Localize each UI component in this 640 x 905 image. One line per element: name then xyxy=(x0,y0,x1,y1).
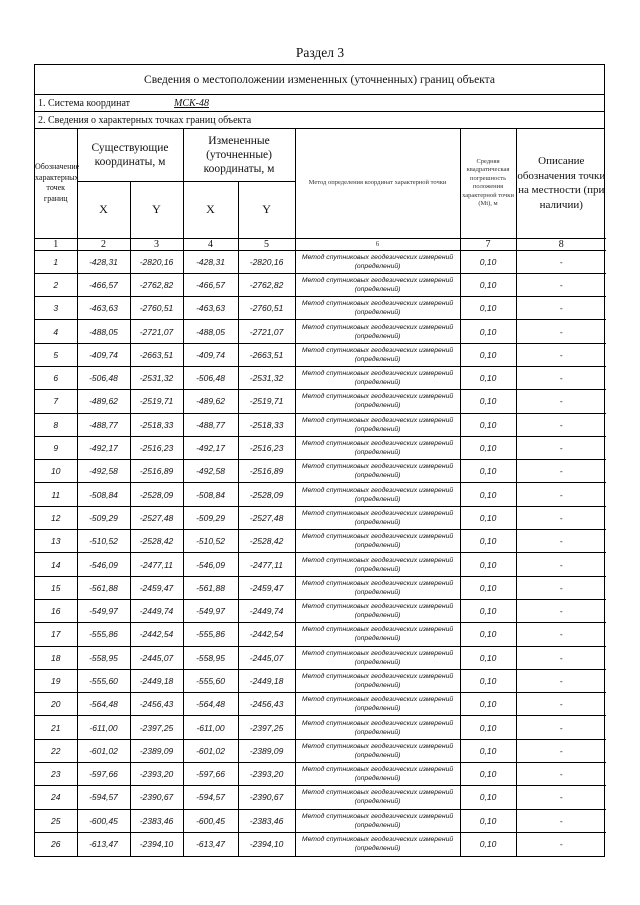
existing-x-cell: -492,58 xyxy=(77,460,130,483)
existing-x-cell: -555,60 xyxy=(77,669,130,692)
existing-x-cell: -492,17 xyxy=(77,436,130,459)
error-cell: 0,10 xyxy=(460,366,516,389)
existing-y-cell: -2390,67 xyxy=(130,786,183,809)
column-number: 6 xyxy=(295,238,460,250)
existing-y-cell: -2393,20 xyxy=(130,763,183,786)
changed-y-cell: -2389,09 xyxy=(238,739,295,762)
description-cell: - xyxy=(516,483,606,506)
point-number-cell: 7 xyxy=(35,390,77,413)
header-description: Описание обозначения точки на местности (при наличии) xyxy=(516,129,606,238)
description-cell: - xyxy=(516,297,606,320)
error-cell: 0,10 xyxy=(460,460,516,483)
header-row-1 xyxy=(35,129,606,181)
changed-x-cell: -555,86 xyxy=(183,623,238,646)
existing-y-cell: -2394,10 xyxy=(130,832,183,855)
existing-x-cell: -600,45 xyxy=(77,809,130,832)
description-cell: - xyxy=(516,669,606,692)
method-cell: Метод спутниковых геодезических измерений (определений) xyxy=(295,273,460,296)
changed-y-cell: -2516,23 xyxy=(238,436,295,459)
description-cell: - xyxy=(516,250,606,273)
header-existing: Существующие координаты, м xyxy=(77,129,183,181)
table-row xyxy=(35,483,606,506)
existing-y-cell: -2527,48 xyxy=(130,506,183,529)
error-cell: 0,10 xyxy=(460,530,516,553)
method-cell: Метод спутниковых геодезических измерений (определений) xyxy=(295,576,460,599)
point-number-cell: 14 xyxy=(35,553,77,576)
description-cell: - xyxy=(516,623,606,646)
existing-x-cell: -611,00 xyxy=(77,716,130,739)
changed-x-cell: -546,09 xyxy=(183,553,238,576)
method-cell: Метод спутниковых геодезических измерений (определений) xyxy=(295,809,460,832)
table-row xyxy=(35,716,606,739)
description-cell: - xyxy=(516,832,606,855)
existing-y-cell: -2531,32 xyxy=(130,366,183,389)
changed-y-cell: -2519,71 xyxy=(238,390,295,413)
table-row xyxy=(35,413,606,436)
existing-y-cell: -2528,09 xyxy=(130,483,183,506)
existing-x-cell: -508,84 xyxy=(77,483,130,506)
existing-y-cell: -2663,51 xyxy=(130,343,183,366)
description-cell: - xyxy=(516,343,606,366)
error-cell: 0,10 xyxy=(460,599,516,622)
changed-y-cell: -2820,16 xyxy=(238,250,295,273)
table-row xyxy=(35,250,606,273)
existing-x-cell: -409,74 xyxy=(77,343,130,366)
method-cell: Метод спутниковых геодезических измерений (определений) xyxy=(295,599,460,622)
existing-x-cell: -488,77 xyxy=(77,413,130,436)
method-cell: Метод спутниковых геодезических измерений (определений) xyxy=(295,506,460,529)
method-cell: Метод спутниковых геодезических измерений (определений) xyxy=(295,530,460,553)
column-numbers-row xyxy=(35,238,606,250)
description-cell: - xyxy=(516,390,606,413)
method-cell: Метод спутниковых геодезических измерений (определений) xyxy=(295,390,460,413)
point-number-cell: 16 xyxy=(35,599,77,622)
existing-y-cell: -2721,07 xyxy=(130,320,183,343)
error-cell: 0,10 xyxy=(460,436,516,459)
existing-x-cell: -489,62 xyxy=(77,390,130,413)
header-designation: Обозначение характерных точек границ xyxy=(35,129,77,238)
point-number-cell: 19 xyxy=(35,669,77,692)
existing-x-cell: -561,88 xyxy=(77,576,130,599)
changed-y-cell: -2445,07 xyxy=(238,646,295,669)
changed-x-cell: -561,88 xyxy=(183,576,238,599)
existing-x-cell: -546,09 xyxy=(77,553,130,576)
changed-y-cell: -2394,10 xyxy=(238,832,295,855)
method-cell: Метод спутниковых геодезических измерений (определений) xyxy=(295,320,460,343)
existing-y-cell: -2397,25 xyxy=(130,716,183,739)
changed-y-cell: -2477,11 xyxy=(238,553,295,576)
changed-y-cell: -2442,54 xyxy=(238,623,295,646)
point-number-cell: 13 xyxy=(35,530,77,553)
changed-y-cell: -2456,43 xyxy=(238,693,295,716)
existing-y-cell: -2459,47 xyxy=(130,576,183,599)
error-cell: 0,10 xyxy=(460,297,516,320)
changed-y-cell: -2663,51 xyxy=(238,343,295,366)
changed-y-cell: -2528,09 xyxy=(238,483,295,506)
changed-x-cell: -600,45 xyxy=(183,809,238,832)
existing-x-cell: -564,48 xyxy=(77,693,130,716)
description-cell: - xyxy=(516,506,606,529)
description-cell: - xyxy=(516,716,606,739)
method-cell: Метод спутниковых геодезических измерений (определений) xyxy=(295,763,460,786)
existing-y-cell: -2389,09 xyxy=(130,739,183,762)
error-cell: 0,10 xyxy=(460,669,516,692)
changed-y-cell: -2518,33 xyxy=(238,413,295,436)
changed-x-cell: -489,62 xyxy=(183,390,238,413)
changed-x-cell: -613,47 xyxy=(183,832,238,855)
method-cell: Метод спутниковых геодезических измерений (определений) xyxy=(295,623,460,646)
description-cell: - xyxy=(516,530,606,553)
error-cell: 0,10 xyxy=(460,646,516,669)
changed-x-cell: -492,58 xyxy=(183,460,238,483)
point-number-cell: 12 xyxy=(35,506,77,529)
error-cell: 0,10 xyxy=(460,553,516,576)
changed-y-cell: -2531,32 xyxy=(238,366,295,389)
changed-x-cell: -549,97 xyxy=(183,599,238,622)
table-row xyxy=(35,297,606,320)
point-number-cell: 10 xyxy=(35,460,77,483)
existing-x-cell: -509,29 xyxy=(77,506,130,529)
existing-x-cell: -488,05 xyxy=(77,320,130,343)
column-number: 2 xyxy=(77,238,130,250)
existing-y-cell: -2442,54 xyxy=(130,623,183,646)
description-cell: - xyxy=(516,739,606,762)
changed-x-cell: -463,63 xyxy=(183,297,238,320)
existing-y-cell: -2445,07 xyxy=(130,646,183,669)
coord-system-label: 1. Система координат xyxy=(38,97,131,109)
point-number-cell: 11 xyxy=(35,483,77,506)
point-number-cell: 9 xyxy=(35,436,77,459)
coord-system-line xyxy=(35,95,604,112)
existing-x-cell: -549,97 xyxy=(77,599,130,622)
method-cell: Метод спутниковых геодезических измерений (определений) xyxy=(295,343,460,366)
changed-x-cell: -611,00 xyxy=(183,716,238,739)
error-cell: 0,10 xyxy=(460,693,516,716)
header-x-changed: X xyxy=(183,181,238,238)
description-cell: - xyxy=(516,413,606,436)
point-number-cell: 5 xyxy=(35,343,77,366)
changed-x-cell: -564,48 xyxy=(183,693,238,716)
changed-y-cell: -2527,48 xyxy=(238,506,295,529)
existing-y-cell: -2528,42 xyxy=(130,530,183,553)
method-cell: Метод спутниковых геодезических измерений (определений) xyxy=(295,413,460,436)
description-cell: - xyxy=(516,320,606,343)
error-cell: 0,10 xyxy=(460,250,516,273)
error-cell: 0,10 xyxy=(460,483,516,506)
error-cell: 0,10 xyxy=(460,786,516,809)
changed-x-cell: -601,02 xyxy=(183,739,238,762)
method-cell: Метод спутниковых геодезических измерений (определений) xyxy=(295,739,460,762)
table-row xyxy=(35,623,606,646)
description-cell: - xyxy=(516,460,606,483)
header-changed: Измененные (уточненные) координаты, м xyxy=(183,129,295,181)
changed-y-cell: -2459,47 xyxy=(238,576,295,599)
header-y-changed: Y xyxy=(238,181,295,238)
existing-x-cell: -613,47 xyxy=(77,832,130,855)
boundary-sheet xyxy=(34,64,605,857)
changed-y-cell: -2516,89 xyxy=(238,460,295,483)
point-number-cell: 24 xyxy=(35,786,77,809)
changed-x-cell: -409,74 xyxy=(183,343,238,366)
description-cell: - xyxy=(516,576,606,599)
changed-y-cell: -2528,42 xyxy=(238,530,295,553)
changed-x-cell: -488,77 xyxy=(183,413,238,436)
point-number-cell: 17 xyxy=(35,623,77,646)
table-row xyxy=(35,390,606,413)
existing-x-cell: -428,31 xyxy=(77,250,130,273)
existing-y-cell: -2456,43 xyxy=(130,693,183,716)
description-cell: - xyxy=(516,366,606,389)
point-number-cell: 25 xyxy=(35,809,77,832)
method-cell: Метод спутниковых геодезических измерений (определений) xyxy=(295,553,460,576)
existing-x-cell: -463,63 xyxy=(77,297,130,320)
point-number-cell: 2 xyxy=(35,273,77,296)
method-cell: Метод спутниковых геодезических измерений (определений) xyxy=(295,646,460,669)
column-number: 3 xyxy=(130,238,183,250)
existing-x-cell: -601,02 xyxy=(77,739,130,762)
table-row xyxy=(35,599,606,622)
changed-y-cell: -2383,46 xyxy=(238,809,295,832)
coord-system-value: МСК-48 xyxy=(174,97,210,109)
changed-x-cell: -492,17 xyxy=(183,436,238,459)
table-row xyxy=(35,273,606,296)
table-row xyxy=(35,576,606,599)
description-cell: - xyxy=(516,693,606,716)
changed-x-cell: -509,29 xyxy=(183,506,238,529)
error-cell: 0,10 xyxy=(460,809,516,832)
existing-y-cell: -2820,16 xyxy=(130,250,183,273)
table-row xyxy=(35,763,606,786)
points-heading: 2. Сведения о характерных точках границ объекта xyxy=(35,112,604,129)
existing-x-cell: -558,95 xyxy=(77,646,130,669)
description-cell: - xyxy=(516,809,606,832)
existing-y-cell: -2760,51 xyxy=(130,297,183,320)
method-cell: Метод спутниковых геодезических измерений (определений) xyxy=(295,250,460,273)
description-cell: - xyxy=(516,553,606,576)
table-row xyxy=(35,460,606,483)
error-cell: 0,10 xyxy=(460,832,516,855)
column-number: 1 xyxy=(35,238,77,250)
changed-x-cell: -597,66 xyxy=(183,763,238,786)
error-cell: 0,10 xyxy=(460,623,516,646)
main-title: Сведения о местоположении измененных (уточненных) границ объекта xyxy=(35,65,604,95)
error-cell: 0,10 xyxy=(460,716,516,739)
error-cell: 0,10 xyxy=(460,320,516,343)
existing-x-cell: -506,48 xyxy=(77,366,130,389)
changed-y-cell: -2449,74 xyxy=(238,599,295,622)
existing-x-cell: -466,57 xyxy=(77,273,130,296)
changed-y-cell: -2393,20 xyxy=(238,763,295,786)
table-row xyxy=(35,320,606,343)
existing-y-cell: -2762,82 xyxy=(130,273,183,296)
changed-y-cell: -2760,51 xyxy=(238,297,295,320)
table-row xyxy=(35,506,606,529)
error-cell: 0,10 xyxy=(460,390,516,413)
existing-y-cell: -2516,23 xyxy=(130,436,183,459)
changed-y-cell: -2390,67 xyxy=(238,786,295,809)
description-cell: - xyxy=(516,786,606,809)
changed-x-cell: -428,31 xyxy=(183,250,238,273)
error-cell: 0,10 xyxy=(460,273,516,296)
section-title: Раздел 3 xyxy=(295,45,345,60)
table-row xyxy=(35,832,606,855)
existing-y-cell: -2519,71 xyxy=(130,390,183,413)
changed-x-cell: -508,84 xyxy=(183,483,238,506)
table-row xyxy=(35,343,606,366)
column-number: 7 xyxy=(460,238,516,250)
point-number-cell: 20 xyxy=(35,693,77,716)
changed-x-cell: -488,05 xyxy=(183,320,238,343)
error-cell: 0,10 xyxy=(460,739,516,762)
method-cell: Метод спутниковых геодезических измерений (определений) xyxy=(295,716,460,739)
method-cell: Метод спутниковых геодезических измерений (определений) xyxy=(295,832,460,855)
changed-x-cell: -506,48 xyxy=(183,366,238,389)
point-number-cell: 8 xyxy=(35,413,77,436)
existing-y-cell: -2516,89 xyxy=(130,460,183,483)
point-number-cell: 21 xyxy=(35,716,77,739)
table-row xyxy=(35,366,606,389)
changed-x-cell: -555,60 xyxy=(183,669,238,692)
point-number-cell: 26 xyxy=(35,832,77,855)
point-number-cell: 6 xyxy=(35,366,77,389)
method-cell: Метод спутниковых геодезических измерений (определений) xyxy=(295,693,460,716)
existing-y-cell: -2477,11 xyxy=(130,553,183,576)
method-cell: Метод спутниковых геодезических измерений (определений) xyxy=(295,436,460,459)
table-row xyxy=(35,530,606,553)
description-cell: - xyxy=(516,599,606,622)
method-cell: Метод спутниковых геодезических измерений (определений) xyxy=(295,669,460,692)
description-cell: - xyxy=(516,763,606,786)
table-row xyxy=(35,553,606,576)
error-cell: 0,10 xyxy=(460,763,516,786)
column-number: 8 xyxy=(516,238,606,250)
point-number-cell: 15 xyxy=(35,576,77,599)
existing-x-cell: -597,66 xyxy=(77,763,130,786)
table-row xyxy=(35,786,606,809)
method-cell: Метод спутниковых геодезических измерений (определений) xyxy=(295,460,460,483)
sheet-frame xyxy=(34,64,605,857)
table-row xyxy=(35,646,606,669)
point-number-cell: 18 xyxy=(35,646,77,669)
method-cell: Метод спутниковых геодезических измерений (определений) xyxy=(295,483,460,506)
header-error: Средняя квадратическая погрешность положения характерной точки (Mt), м xyxy=(460,129,516,238)
error-cell: 0,10 xyxy=(460,343,516,366)
existing-y-cell: -2518,33 xyxy=(130,413,183,436)
table-row xyxy=(35,436,606,459)
method-cell: Метод спутниковых геодезических измерений (определений) xyxy=(295,366,460,389)
changed-y-cell: -2397,25 xyxy=(238,716,295,739)
changed-y-cell: -2762,82 xyxy=(238,273,295,296)
existing-y-cell: -2449,74 xyxy=(130,599,183,622)
error-cell: 0,10 xyxy=(460,506,516,529)
existing-x-cell: -594,57 xyxy=(77,786,130,809)
description-cell: - xyxy=(516,646,606,669)
changed-x-cell: -466,57 xyxy=(183,273,238,296)
table-row xyxy=(35,739,606,762)
point-number-cell: 4 xyxy=(35,320,77,343)
existing-y-cell: -2383,46 xyxy=(130,809,183,832)
changed-x-cell: -594,57 xyxy=(183,786,238,809)
existing-y-cell: -2449,18 xyxy=(130,669,183,692)
description-cell: - xyxy=(516,436,606,459)
point-number-cell: 3 xyxy=(35,297,77,320)
method-cell: Метод спутниковых геодезических измерений (определений) xyxy=(295,297,460,320)
changed-y-cell: -2449,18 xyxy=(238,669,295,692)
changed-x-cell: -558,95 xyxy=(183,646,238,669)
header-method: Метод определения координат характерной точки xyxy=(295,129,460,238)
point-number-cell: 22 xyxy=(35,739,77,762)
header-x-existing: X xyxy=(77,181,130,238)
table-row xyxy=(35,669,606,692)
method-cell: Метод спутниковых геодезических измерений (определений) xyxy=(295,786,460,809)
error-cell: 0,10 xyxy=(460,576,516,599)
existing-x-cell: -555,86 xyxy=(77,623,130,646)
existing-x-cell: -510,52 xyxy=(77,530,130,553)
point-number-cell: 23 xyxy=(35,763,77,786)
column-number: 5 xyxy=(238,238,295,250)
table-row xyxy=(35,693,606,716)
changed-y-cell: -2721,07 xyxy=(238,320,295,343)
error-cell: 0,10 xyxy=(460,413,516,436)
point-number-cell: 1 xyxy=(35,250,77,273)
description-cell: - xyxy=(516,273,606,296)
points-table xyxy=(35,129,606,856)
changed-x-cell: -510,52 xyxy=(183,530,238,553)
table-row xyxy=(35,809,606,832)
column-number: 4 xyxy=(183,238,238,250)
header-y-existing: Y xyxy=(130,181,183,238)
